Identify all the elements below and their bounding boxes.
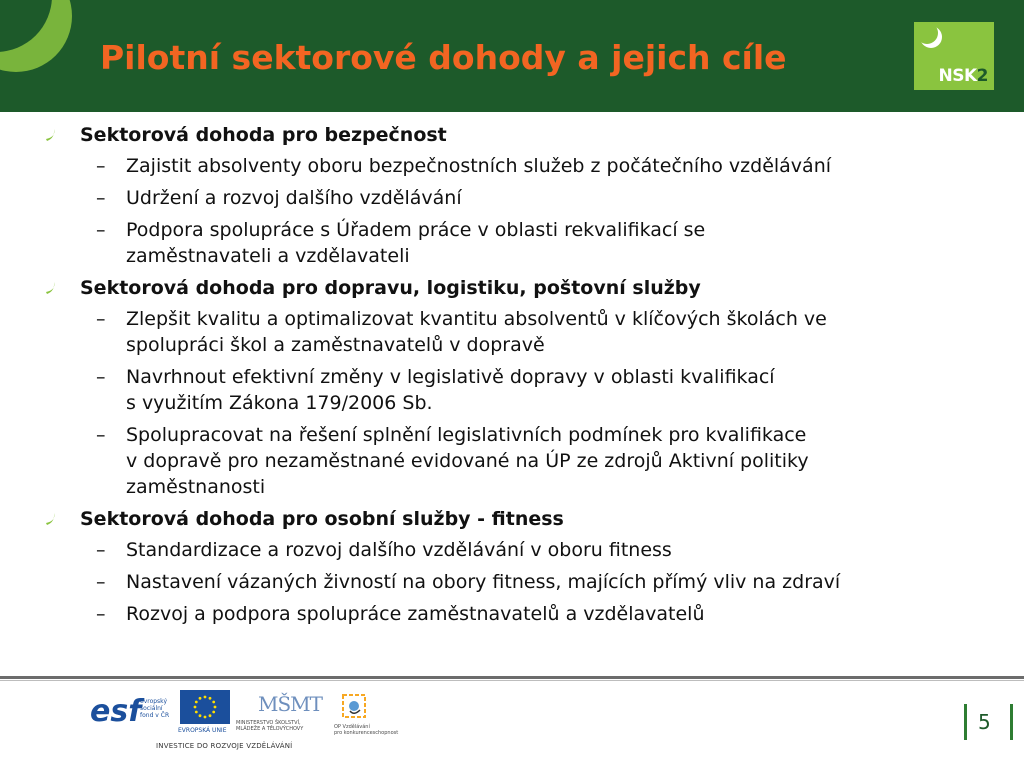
list-item-line: Rozvoj a podpora spolupráce zaměstnavatelů a vzdělavatelů (126, 603, 705, 625)
slide-content (40, 122, 1010, 633)
msmt-caption (236, 720, 303, 732)
dash-bullet: – (96, 155, 106, 177)
dash-bullet: – (96, 424, 106, 446)
list-item-line: v dopravě pro nezaměstnané evidované na ÚP ze zdrojů Aktivní politiky (126, 450, 809, 472)
list-item-line: zaměstnavateli a vzdělavateli (126, 245, 410, 267)
footer-divider-thin (0, 680, 1024, 681)
slide-title: Pilotní sektorové dohody a jejich cíle (100, 38, 787, 77)
list-item-line: Podpora spolupráce s Úřadem práce v oblasti rekvalifikací se (126, 219, 706, 241)
esf-caption (140, 698, 169, 719)
list-item (40, 364, 1010, 416)
op-emblem-icon (340, 692, 370, 720)
list-item-line: s využitím Zákona 179/2006 Sb. (126, 392, 433, 414)
list-item (40, 185, 1010, 211)
list-item-line: Spolupracovat na řešení splnění legislativních podmínek pro kvalifikace (126, 424, 807, 446)
leaf-bullet-icon (44, 128, 56, 142)
logo-arc-cutout (916, 22, 938, 44)
logo-number: 2 (976, 66, 988, 86)
list-item-line: zaměstnanosti (126, 476, 266, 498)
list-item (40, 153, 1010, 179)
logo-text (939, 66, 989, 86)
esf-mark: esf (90, 694, 142, 729)
list-item (40, 537, 1010, 563)
logo-nsk-text: NSK (938, 66, 977, 86)
op-caption-line: OP Vzdělávání (334, 724, 370, 730)
investment-tagline: INVESTICE DO ROZVOJE VZDĚLÁVÁNÍ (156, 742, 293, 750)
eu-flag-icon (180, 690, 230, 724)
op-caption (334, 724, 398, 736)
dash-bullet: – (96, 366, 106, 388)
page-number-value: 5 (978, 710, 991, 734)
section-heading (40, 122, 1010, 148)
section (40, 122, 1010, 269)
list-item (40, 217, 1010, 269)
eu-caption: EVROPSKÁ UNIE (178, 727, 227, 734)
leaf-bullet-icon (44, 512, 56, 526)
list-item (40, 306, 1010, 358)
section-heading-text: Sektorová dohoda pro osobní služby - fitness (80, 508, 564, 530)
page-number-bar-left (964, 704, 967, 740)
list-item-line: Nastavení vázaných živností na obory fitness, majících přímý vliv na zdraví (126, 571, 841, 593)
list-item (40, 422, 1010, 500)
list-item-line: Standardizace a rozvoj dalšího vzdělávání v oboru fitness (126, 539, 672, 561)
section-heading-text: Sektorová dohoda pro dopravu, logistiku, poštovní služby (80, 277, 701, 299)
slide-header (0, 0, 1024, 112)
esf-line: sociální (140, 705, 163, 712)
dash-bullet: – (96, 603, 106, 625)
msmt-logo: MŠMT (258, 692, 322, 716)
esf-logo (90, 690, 176, 736)
msmt-caption-line: MINISTERSTVO ŠKOLSTVÍ, (236, 720, 301, 726)
dash-bullet: – (96, 539, 106, 561)
list-item-line: Zajistit absolventy oboru bezpečnostních služeb z počátečního vzdělávání (126, 155, 832, 177)
leaf-bullet-icon (44, 281, 56, 295)
page-number (964, 704, 1014, 740)
dash-bullet: – (96, 571, 106, 593)
dash-bullet: – (96, 219, 106, 241)
section-heading-text: Sektorová dohoda pro bezpečnost (80, 124, 447, 146)
page-number-bar-right (1010, 704, 1013, 740)
funding-logos (90, 690, 399, 760)
eu-stars-icon (180, 690, 230, 724)
dash-bullet: – (96, 187, 106, 209)
esf-line: fond v ČR (140, 712, 170, 719)
list-item (40, 569, 1010, 595)
section-heading (40, 506, 1010, 532)
list-item-line: Udržení a rozvoj dalšího vzdělávání (126, 187, 462, 209)
section-heading (40, 275, 1010, 301)
msmt-caption-line: MLÁDEŽE A TĚLOVÝCHOVY (236, 726, 304, 732)
op-logo-icon (340, 692, 370, 720)
list-item (40, 601, 1010, 627)
footer-divider (0, 676, 1024, 679)
nsk2-logo (914, 22, 994, 90)
list-item-line: Zlepšit kvalitu a optimalizovat kvantitu absolventů v klíčových školách ve (126, 308, 827, 330)
dash-bullet: – (96, 308, 106, 330)
list-item-line: spolupráci škol a zaměstnavatelů v dopravě (126, 334, 545, 356)
list-item-line: Navrhnout efektivní změny v legislativě dopravy v oblasti kvalifikací (126, 366, 775, 388)
esf-line: evropský (140, 698, 167, 705)
op-caption-line: pro konkurenceschopnost (334, 730, 399, 736)
section (40, 275, 1010, 500)
section (40, 506, 1010, 627)
